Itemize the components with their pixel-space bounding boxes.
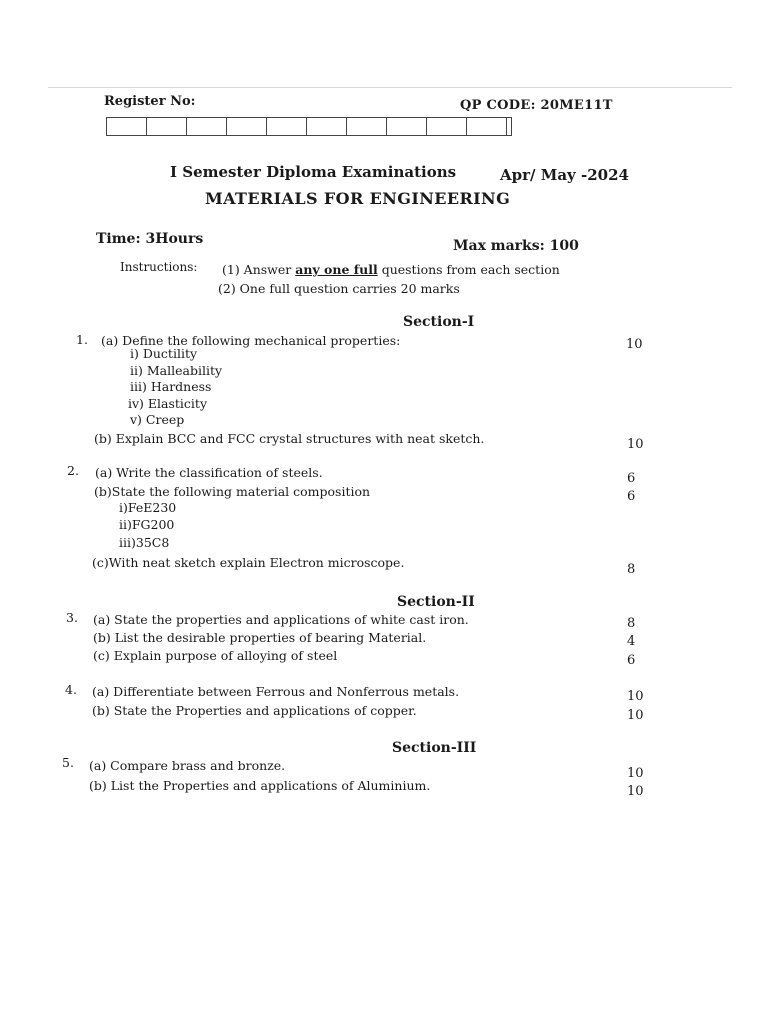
- instructions-label: Instructions:: [120, 260, 198, 274]
- question-marks: 10: [627, 689, 644, 704]
- question-marks: 8: [627, 562, 636, 577]
- register-label: Register No:: [104, 94, 196, 109]
- register-digit-box: [387, 118, 427, 135]
- question-part: (a) Differentiate between Ferrous and Nonferrous metals.: [92, 684, 460, 699]
- sub-item: v) Creep: [130, 412, 185, 427]
- question-part: (a) Define the following mechanical properties:: [101, 333, 401, 348]
- question-part: (b) Explain BCC and FCC crystal structures with neat sketch.: [94, 431, 485, 446]
- instruction-2: (2) One full question carries 20 marks: [218, 281, 460, 296]
- register-digit-box: [227, 118, 267, 135]
- instruction-1-prefix: (1) Answer: [222, 262, 296, 277]
- instruction-1: [222, 262, 560, 277]
- question-part: (c)With neat sketch explain Electron microscope.: [92, 555, 405, 570]
- section-heading: Section-II: [397, 594, 475, 610]
- sub-item: i) Ductility: [130, 346, 198, 361]
- question-part: (b) List the Properties and applications of Aluminium.: [89, 778, 431, 793]
- sub-item: ii)FG200: [119, 517, 175, 532]
- exam-title: I Semester Diploma Examinations: [170, 163, 457, 181]
- question-number: 5.: [62, 755, 74, 770]
- register-digit-box: [107, 118, 147, 135]
- register-digit-box: [187, 118, 227, 135]
- question-marks: 6: [627, 471, 636, 486]
- subject-title: MATERIALS FOR ENGINEERING: [205, 189, 511, 208]
- qp-code: QP CODE: 20ME11T: [460, 98, 613, 113]
- question-number: 4.: [65, 682, 77, 697]
- register-digit-box: [147, 118, 187, 135]
- question-marks: 10: [627, 708, 644, 723]
- register-digit-box: [267, 118, 307, 135]
- instruction-1-suffix: questions from each section: [377, 262, 560, 277]
- sub-item: iii) Hardness: [130, 379, 212, 394]
- question-marks: 10: [626, 337, 643, 352]
- question-marks: 6: [627, 489, 636, 504]
- register-number-boxes: [106, 117, 512, 136]
- question-number: 3.: [66, 610, 78, 625]
- register-digit-box: [427, 118, 467, 135]
- question-part: (b)State the following material composition: [94, 484, 371, 499]
- question-part: (a) Compare brass and bronze.: [89, 758, 286, 773]
- instruction-1-emphasis: any one full: [295, 262, 378, 277]
- question-part: (b) List the desirable properties of bearing Material.: [93, 630, 427, 645]
- question-part: (c) Explain purpose of alloying of steel: [93, 648, 338, 663]
- exam-date: Apr/ May -2024: [500, 166, 629, 184]
- question-number: 1.: [76, 332, 88, 347]
- question-marks: 10: [627, 437, 644, 452]
- exam-time: Time: 3Hours: [96, 231, 204, 247]
- register-digit-box: [467, 118, 507, 135]
- sub-item: iv) Elasticity: [128, 396, 208, 411]
- question-part: (b) State the Properties and applications of copper.: [92, 703, 417, 718]
- question-number: 2.: [67, 463, 79, 478]
- section-heading: Section-III: [392, 740, 477, 756]
- sub-item: ii) Malleability: [130, 363, 223, 378]
- register-digit-box: [347, 118, 387, 135]
- question-marks: 6: [627, 653, 636, 668]
- sub-item: iii)35C8: [119, 535, 170, 550]
- top-divider: [48, 87, 732, 88]
- question-marks: 10: [627, 766, 644, 781]
- question-part: (a) Write the classification of steels.: [95, 465, 323, 480]
- question-part: (a) State the properties and applications of white cast iron.: [93, 612, 469, 627]
- register-digit-box-end: [507, 118, 511, 135]
- question-marks: 8: [627, 616, 636, 631]
- section-heading: Section-I: [403, 314, 475, 330]
- question-marks: 10: [627, 784, 644, 799]
- question-marks: 4: [627, 634, 636, 649]
- max-marks: Max marks: 100: [453, 238, 579, 254]
- sub-item: i)FeE230: [119, 500, 177, 515]
- register-digit-box: [307, 118, 347, 135]
